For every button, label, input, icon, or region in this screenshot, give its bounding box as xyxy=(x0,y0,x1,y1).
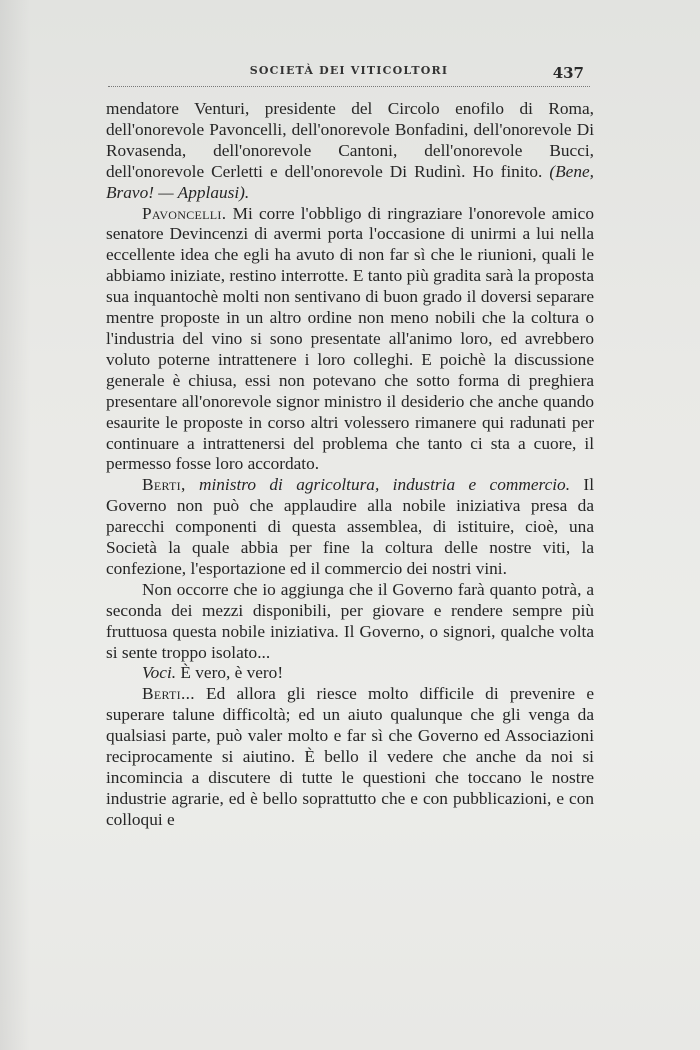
running-head xyxy=(108,62,590,84)
running-title: SOCIETÀ DEI VITICOLTORI xyxy=(249,64,449,77)
paragraph-6 xyxy=(106,684,594,830)
paragraph-3 xyxy=(106,475,594,580)
page-number: 437 xyxy=(552,64,584,82)
page-body xyxy=(106,99,594,831)
speaker-name: Pavoncelli. xyxy=(142,203,227,223)
header-rule xyxy=(108,86,590,87)
speaker-name: Berti, xyxy=(142,475,186,495)
speaker-role: ministro di agricoltura, industria e commercio. xyxy=(185,475,571,495)
paragraph-text: È vero, è vero! xyxy=(176,663,284,683)
paragraph-4 xyxy=(106,580,594,664)
speaker-name: Berti... xyxy=(142,684,195,704)
paragraph-2 xyxy=(106,204,594,476)
paragraph-text: mendatore Venturi, presidente del Circolo enofilo di Roma, dell'onorevole Pavoncelli, dell'onorevole Bonfadini, dell'onorevole Di Rovasenda, dell'onorevole Cantoni, dell'onorevole Bucci, dell'onorevole Cerletti e dell'onorevole Di Rudinì. Ho finito. xyxy=(106,99,594,181)
paragraph-text: Mi corre l'obbligo di ringraziare l'onorevole amico senatore Devincenzi di avermi porta l'occasione di unirmi a lui nella eccellente idea che egli ha avuto di non far sì che le riunioni, quali le abbiamo iniziate, restino interrotte. E tanto più gradita sarà la proposta sua inquantochè molti non sentivano di buon grado il doversi separare mentre proposte in un altro ordine non meno nobili che la coltura o l'industria del vino si sono presentate all'animo loro, ed avrebbero voluto poterne intrattenere i loro colleghi. E poichè la discussione generale è chiusa, essi non potevano che sotto forma di preghiera presentare all'onorevole signor ministro il desiderio che anche quando esaurite le proposte in corso altri volessero rimanere qui radunati per continuare a intrattenersi del problema che tanto ci sta a cuore, il permesso fosse loro accordato. xyxy=(106,203,594,474)
speaker-name: Voci. xyxy=(142,663,177,683)
paragraph-text: Non occorre che io aggiunga che il Governo farà quanto potrà, a seconda dei mezzi disponibili, per giovare e rendere sempre più fruttuosa questa nobile iniziativa. Il Governo, o signori, qualche volta si sente troppo isolato... xyxy=(106,579,594,662)
applause-aside: (Bene, Bravo! — Applausi). xyxy=(106,161,594,202)
paragraph-1 xyxy=(106,99,594,204)
paragraph-text: Il Governo non può che applaudire alla nobile iniziativa presa da parecchi componenti di questa assemblea, di istituire, cioè, una Società la quale abbia per fine la coltura delle nostre viti, la confezione, l'esportazione ed il commercio dei nostri vini. xyxy=(106,475,594,578)
paragraph-text: Ed allora gli riesce molto difficile di prevenire e superare talune difficoltà; ed un aiuto qualunque che gli venga da qualsiasi parte, può valer molto e far sì che Governo ed Associazioni reciprocamente si aiutino. È bello il vedere che anche da noi si incomincia a discutere di tutte le questioni che toccano le nostre industrie agrarie, ed è bello soprattutto che e con pubblicazioni, e con colloqui e xyxy=(106,684,594,829)
paragraph-5 xyxy=(106,663,594,684)
